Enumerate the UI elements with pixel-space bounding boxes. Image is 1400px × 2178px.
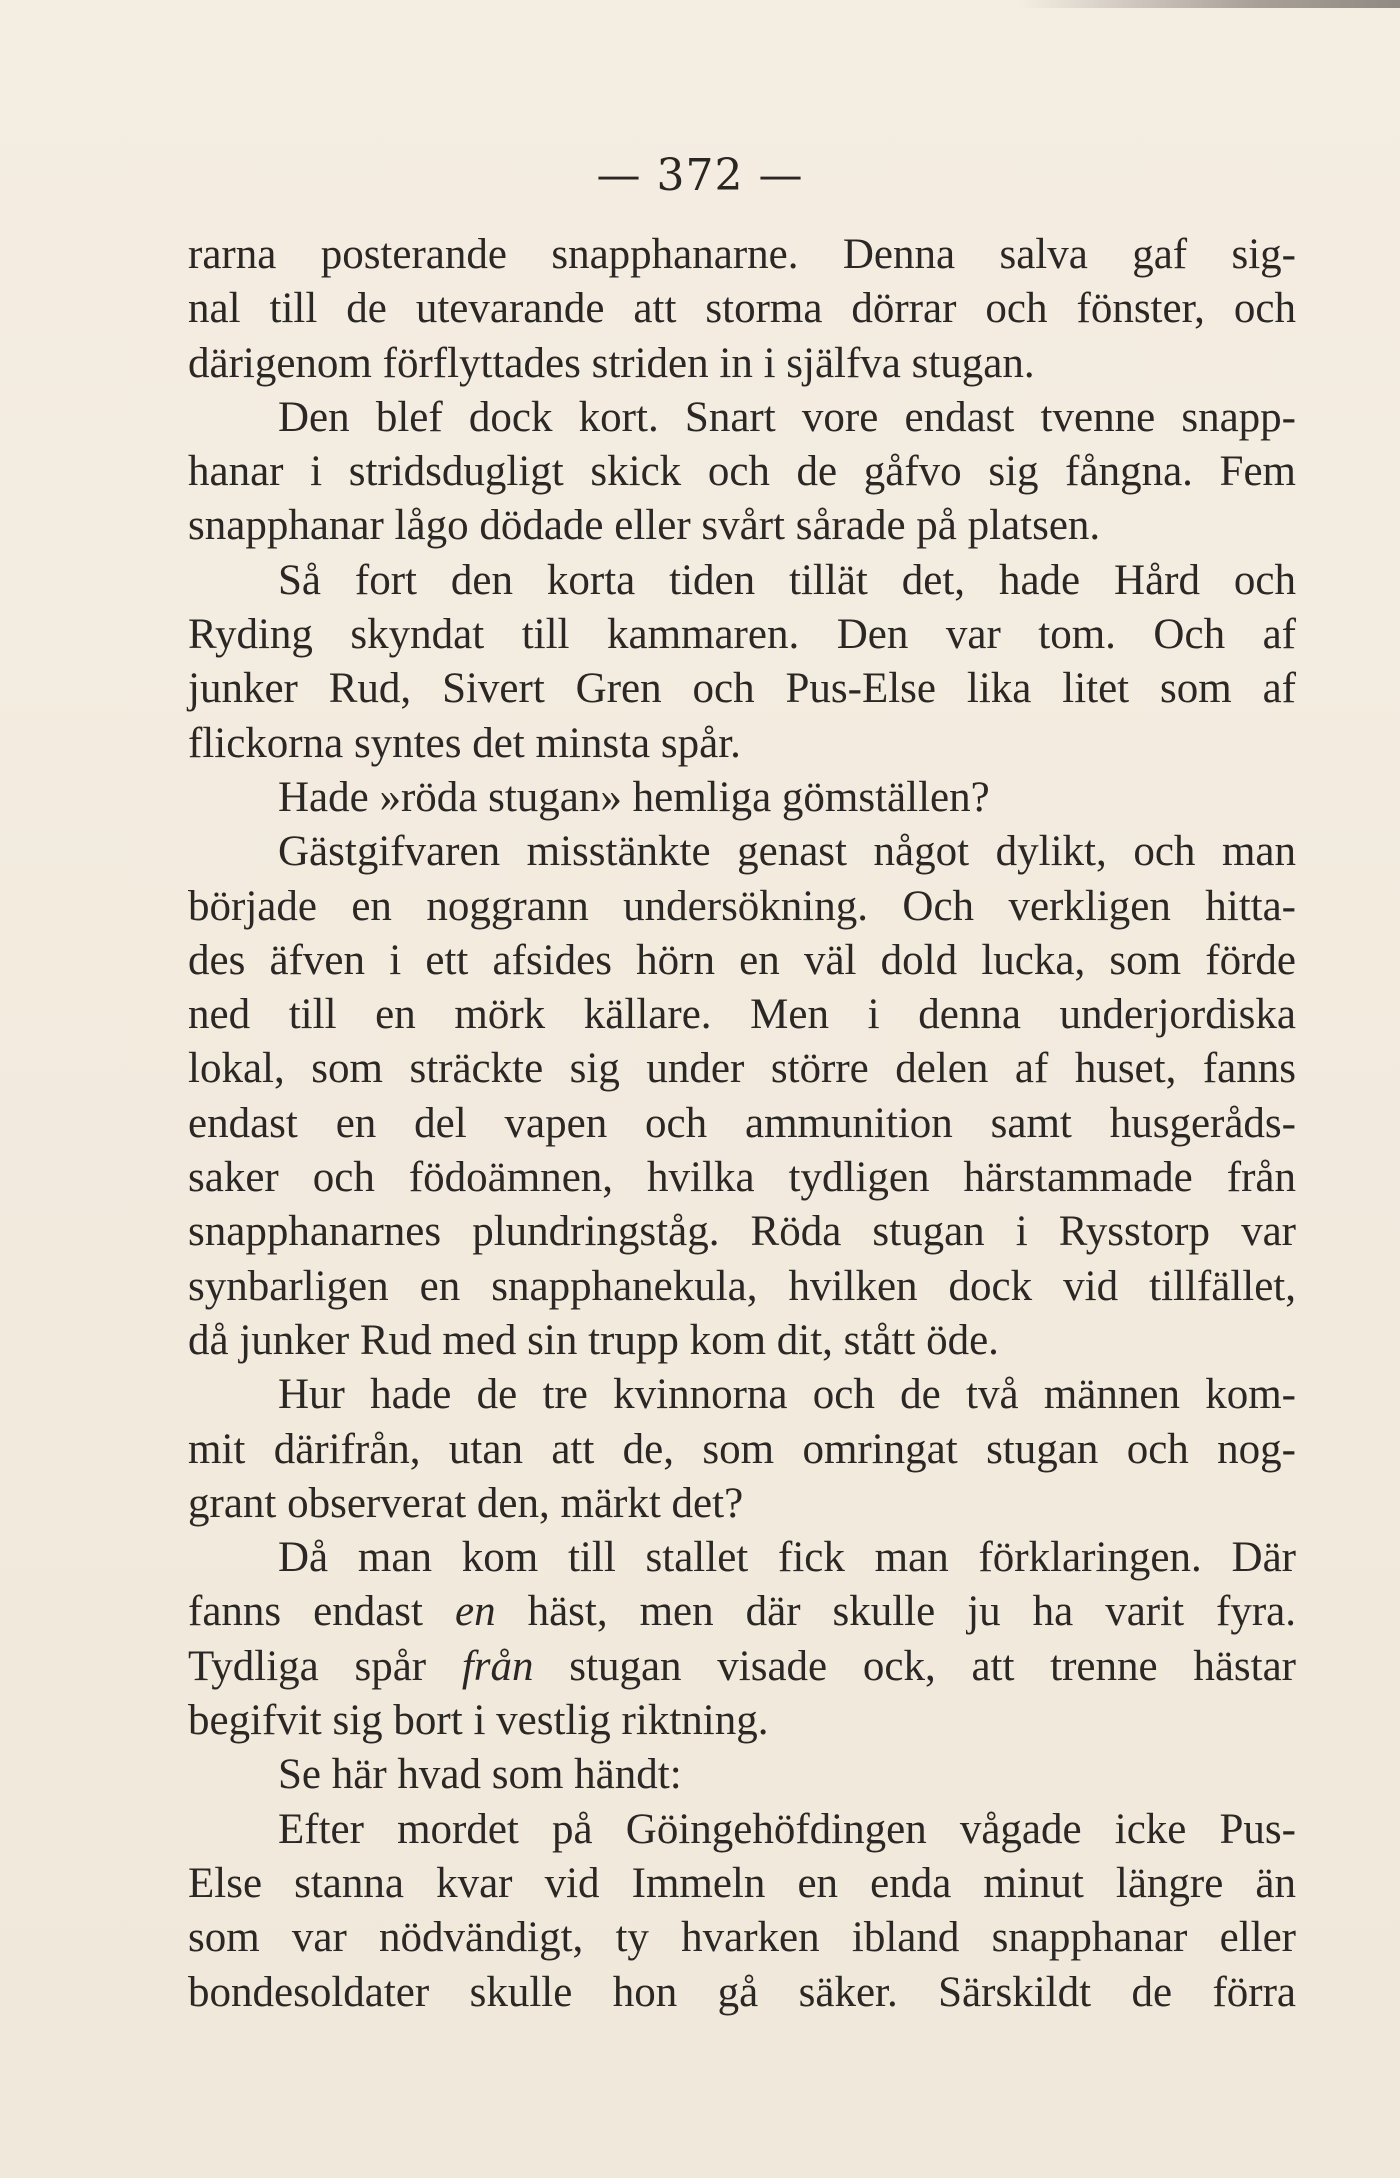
text-line: saker och födoämnen, hvilka tydligen härstammade från (188, 1154, 1296, 1202)
text-line: därigenom förflyttades striden in i själfva stugan. (188, 339, 1035, 387)
text-line: endast en del vapen och ammunition samt husgeråds- (188, 1099, 1296, 1147)
text-fragment: Tydliga spår (188, 1642, 462, 1690)
text-line: grant observerat den, märkt det? (188, 1479, 744, 1527)
text-line: Då man kom till stallet fick man förklaringen. Där (278, 1534, 1296, 1582)
text-line: Hade »röda stugan» hemliga gömställen? (278, 773, 990, 821)
text-fragment: stugan visade ock, att trenne hästar (533, 1642, 1296, 1690)
text-line: ned till en mörk källare. Men i denna underjordiska (188, 991, 1296, 1039)
text-line: snapphanar lågo dödade eller svårt sårade på platsen. (188, 502, 1101, 550)
text-fragment: fanns endast (188, 1588, 455, 1636)
text-line: lokal, som sträckte sig under större delen af huset, fanns (188, 1045, 1296, 1093)
text-line: Else stanna kvar vid Immeln en enda minut längre än (188, 1859, 1296, 1907)
text-line: Se här hvad som händt: (278, 1751, 682, 1799)
text-line: hanar i stridsdugligt skick och de gåfvo sig fångna. Fem (188, 448, 1296, 496)
text-line: synbarligen en snapphanekula, hvilken dock vid tillfället, (188, 1262, 1296, 1310)
italic-word: en (454, 1588, 496, 1636)
text-line: Den blef dock kort. Snart vore endast tvenne snapp- (278, 393, 1296, 441)
text-line: snapphanarnes plundringståg. Röda stugan i Rysstorp var (188, 1208, 1296, 1256)
text-line: des äfven i ett afsides hörn en väl dold lucka, som förde (188, 936, 1296, 984)
text-fragment: häst, men där skulle ju ha varit fyra. (495, 1588, 1296, 1636)
italic-word: från (461, 1642, 534, 1690)
text-line: som var nödvändigt, ty hvarken ibland snapphanar eller (188, 1914, 1296, 1962)
text-line: junker Rud, Sivert Gren och Pus-Else lika litet som af (188, 665, 1296, 713)
page-top-edge (1020, 0, 1400, 8)
text-line: Hur hade de tre kvinnorna och de två männen kom- (278, 1371, 1296, 1419)
page-number: — 372 — (596, 150, 804, 201)
text-line: nal till de utevarande att storma dörrar och fönster, och (188, 285, 1296, 333)
body-text (188, 228, 1296, 2020)
text-line-with-italic (188, 1640, 1296, 1694)
text-line: rarna posterande snapphanarne. Denna salva gaf sig- (188, 231, 1296, 278)
text-line: Så fort den korta tiden tillät det, hade Hård och (278, 556, 1296, 604)
text-line: Gästgifvaren misstänkte genast något dylikt, och man (278, 828, 1296, 876)
text-line: mit därifrån, utan att de, som omringat stugan och nog- (188, 1425, 1296, 1473)
text-line: flickorna syntes det minsta spår. (188, 719, 741, 767)
text-line: Ryding skyndat till kammaren. Den var tom. Och af (188, 611, 1296, 659)
text-line: Efter mordet på Göingehöfdingen vågade icke Pus- (278, 1805, 1296, 1853)
text-line: begifvit sig bort i vestlig riktning. (188, 1697, 769, 1745)
text-line-with-italic (188, 1585, 1296, 1639)
text-line: började en noggrann undersökning. Och verkligen hitta- (188, 882, 1296, 930)
text-line: bondesoldater skulle hon gå säker. Särskildt de förra (188, 1968, 1296, 2016)
text-line: då junker Rud med sin trupp kom dit, stått öde. (188, 1316, 999, 1364)
